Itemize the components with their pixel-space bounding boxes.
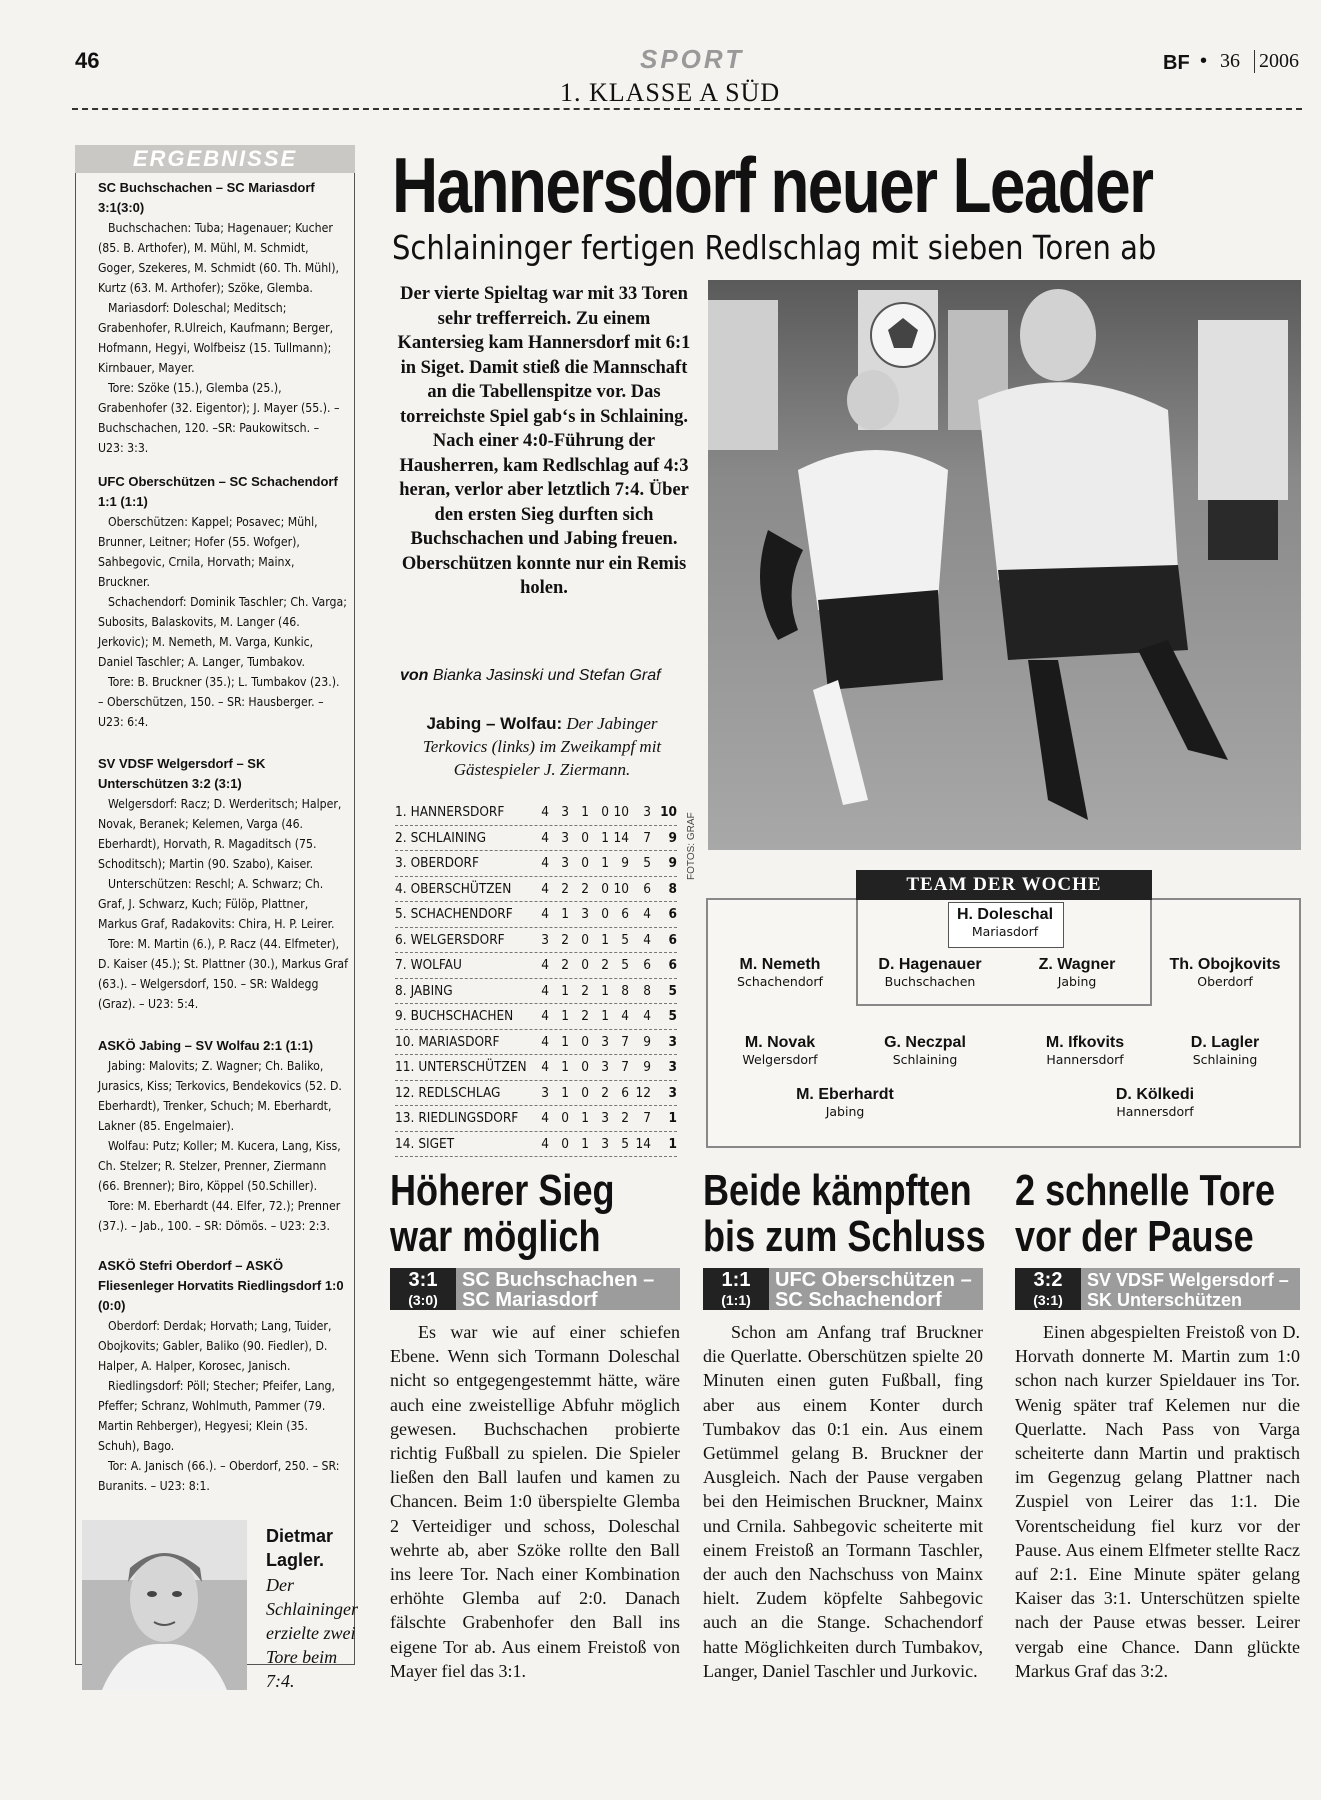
standings-d: 1 xyxy=(581,1110,589,1126)
standings-d: 0 xyxy=(581,1033,589,1050)
player-name: Th. Obojkovits xyxy=(1169,956,1281,973)
standings-g: 4 xyxy=(541,1033,549,1050)
portrait-name: Dietmar Lagler. xyxy=(266,1526,334,1570)
standings-g: 4 xyxy=(541,1110,549,1126)
header-separator: • xyxy=(1200,50,1208,72)
article-text: Schon am Anfang traf Bruckner die Querlatte. Oberschützen spielte 20 Minuten einen guten Fußball, fing aber aus einem Konter durch Tumbakov das 0:1 ein. Aus einem Getümmel gelang B. Bruckner der Ausgleich. Nach der Pause vergaben bei den Heimischen Bruckner, Mainx und Crnila. Sahbegovic scheiterte mit einem Freistoß an Tormann Taschler, der auch den Nachschuss von Mainx hielt. Zudem köpfelte Sahbegovic auch an die Stange. Schachendorf hatte Möglichkeiten durch Tumbakov, Langer, Daniel Taschler und Jurkovic. xyxy=(703,1322,983,1681)
standings-w: 1 xyxy=(561,1084,569,1101)
standings-d: 1 xyxy=(581,804,589,820)
standings-l: 3 xyxy=(601,1059,609,1075)
standings-l: 2 xyxy=(601,957,609,973)
standings-w: 3 xyxy=(561,829,569,846)
standings-row xyxy=(395,1106,677,1132)
standings-team-name: WELGERSDORF xyxy=(410,931,505,948)
standings-team-name: UNTERSCHÜTZEN xyxy=(418,1059,527,1075)
standings-l: 1 xyxy=(601,829,609,846)
standings-ga: 12 xyxy=(635,1084,651,1101)
teams xyxy=(1081,1268,1300,1310)
lead-paragraph: Der vierte Spieltag war mit 33 Toren sehr trefferreich. Zu einem Kantersieg kam Hannersdorf mit 6:1 in Siget. Damit stieß die Mannschaft an die Tabellenspitze vor. Das torreichste Spiel gab‘s in Schlaining. Nach einer 4:0-Führung der Hausherren, kam Redlschlag auf 4:3 heran, verlor aber letztlich 7:4. Über den ersten Sieg durften sich Buchschachen und Jabing freuen. Oberschützen konnte nur ein Remis holen. xyxy=(397,284,691,598)
standings-l: 0 xyxy=(601,804,609,820)
standings-gf: 9 xyxy=(621,855,629,871)
article-headline: 2 schnelle Tore xyxy=(1015,1166,1276,1215)
player-club: Hannersdorf xyxy=(1116,1104,1194,1119)
standings-row xyxy=(395,902,677,928)
standings-g: 3 xyxy=(541,931,549,948)
standings-l: 1 xyxy=(601,855,609,871)
match-photo xyxy=(708,280,1301,850)
standings-d: 0 xyxy=(581,829,589,846)
standings-team-name: BUCHSCHACHEN xyxy=(410,1008,514,1024)
photo-credit: FOTOS: GRAF xyxy=(686,812,697,880)
standings-w: 0 xyxy=(561,1135,569,1152)
article-headline: Höherer Sieg xyxy=(390,1166,615,1215)
result-block-5 xyxy=(98,1256,348,1496)
article-3 xyxy=(1015,1168,1300,1683)
standings-pts: 8 xyxy=(668,880,677,897)
standings-ga: 14 xyxy=(635,1135,651,1152)
byline xyxy=(400,667,661,685)
standings-gf: 7 xyxy=(621,1059,629,1075)
standings-pts: 5 xyxy=(668,982,677,999)
score-bar xyxy=(390,1268,680,1310)
standings-gf: 5 xyxy=(621,931,629,948)
article-2 xyxy=(703,1166,986,1683)
standings-l: 3 xyxy=(601,1110,609,1126)
team-home: UFC Oberschützen – xyxy=(775,1269,972,1291)
player-name: D. Kölkedi xyxy=(1115,1086,1195,1103)
standings-gf: 10 xyxy=(613,880,629,897)
standings-rank: 14. xyxy=(395,1135,415,1152)
standings-rank: 6. xyxy=(395,931,407,948)
standings-pts: 3 xyxy=(668,1084,677,1101)
results-title: ERGEBNISSE xyxy=(75,145,355,173)
player-club: Jabing xyxy=(825,1104,865,1119)
standings-row xyxy=(395,979,677,1005)
result-lineup: Oberschützen: Kappel; Posavec; Mühl, Brunner, Leitner; Hofer (55. Wofger), Sahbegovic, Crnila, Horvath; Mainx, Bruckner. xyxy=(98,515,318,589)
standings-pts: 1 xyxy=(668,1110,677,1126)
standings-pts: 6 xyxy=(668,906,677,922)
standings-l: 2 xyxy=(601,1084,609,1101)
standings-team-name: OBERDORF xyxy=(410,855,479,871)
result-goals: Tor: A. Janisch (66.). – Oberdorf, 250. – SR: Buranits. – U23: 8:1. xyxy=(98,1459,340,1493)
player-club: Schlaining xyxy=(892,1052,958,1067)
standings-team-name: WOLFAU xyxy=(410,957,462,973)
standings-row xyxy=(395,1004,677,1030)
standings-d: 2 xyxy=(581,1008,589,1024)
standings-ga: 6 xyxy=(643,880,651,897)
standings-gf: 2 xyxy=(621,1110,629,1126)
standings-team-name: RIEDLINGSDORF xyxy=(418,1110,519,1126)
standings-gf: 6 xyxy=(621,1084,629,1101)
result-goals: Tore: M. Eberhardt (44. Elfer, 72.); Prenner (37.). – Jab., 100. – SR: Dömös. – U23: 2:3. xyxy=(98,1199,341,1233)
player-name: Z. Wagner xyxy=(1038,956,1116,973)
standings-rank: 1. xyxy=(395,804,407,820)
final-score: 1:1 xyxy=(721,1269,751,1291)
standings-row xyxy=(395,1055,677,1081)
standings-d: 3 xyxy=(581,906,589,922)
tdw-player xyxy=(850,1034,1000,1067)
standings-row xyxy=(395,1081,677,1107)
standings-row xyxy=(395,953,677,979)
standings-g: 4 xyxy=(541,829,549,846)
result-block-1 xyxy=(98,178,348,458)
photo-caption-text: Der Jabinger Terkovics (links) im Zweikampf mit Gästespieler J. Ziermann. xyxy=(422,714,662,779)
final-score: 3:1 xyxy=(408,1269,438,1291)
tdw-player xyxy=(770,1086,920,1119)
standings-pts: 10 xyxy=(660,804,677,820)
player-club: Welgersdorf xyxy=(742,1052,818,1067)
issue-year: 2006 xyxy=(1254,50,1299,73)
result-header: ASKÖ Stefri Oberdorf – ASKÖ Fliesenleger Horvatits Riedlingsdorf 1:0 (0:0) xyxy=(98,1258,344,1313)
player-name: D. Lagler xyxy=(1190,1034,1260,1051)
result-lineup: Mariasdorf: Doleschal; Meditsch; Grabenhofer, R.Ulreich, Kaufmann; Berger, Hofmann, Hegyi, Wolfbeisz (15. Tullmann); Kirnbauer, Mayer. xyxy=(98,301,334,375)
standings-gf: 6 xyxy=(621,906,629,922)
standings-l: 0 xyxy=(601,906,609,922)
standings-w: 0 xyxy=(561,1110,569,1126)
standings-pts: 1 xyxy=(668,1135,677,1152)
standings-team-name: SCHLAINING xyxy=(410,829,487,846)
tdw-player xyxy=(705,1034,855,1067)
standings-gf: 14 xyxy=(613,829,629,846)
player-name: H. Doleschal xyxy=(956,906,1054,923)
player-name: M. Novak xyxy=(744,1034,816,1051)
player-club: Jabing xyxy=(1057,974,1097,989)
article-1 xyxy=(390,1168,680,1683)
article-text: Es war wie auf einer schiefen Ebene. Wenn sich Tormann Doleschal nicht so entgegengestemmt hätte, wäre auch eine zweistellige Abfuhr möglich gewesen. Buchschachen probierte richtig Fußball zu spielen. Die Spieler ließen den Ball laufen und kamen zu Chancen. Beim 1:0 überspielte Glemba 2 Verteidiger und schoss, Doleschal wehrte ab, aber Szöke rollte den Ball ins leere Tor. Nach einer Kombination erhöhte Glemba auf 2:0. Danach fälschte Grabenhofer den Ball ins eigene Tor ab. Aus einem Freistoß von Mayer fiel das 3:1. xyxy=(390,1322,680,1681)
article-body xyxy=(390,1320,680,1683)
result-lineup: Riedlingsdorf: Pöll; Stecher; Pfeifer, Lang, Pfeffer; Schranz, Wohlmuth, Pammer (79. Martin Rehberger), Hegyesi; Klein (35. Schuh), Bago. xyxy=(98,1379,335,1453)
standings-gf: 7 xyxy=(621,1033,629,1050)
standings-rank: 8. xyxy=(395,982,407,999)
result-lineup: Schachendorf: Dominik Taschler; Ch. Varga; Subosits, Balaskovits, M. Langer (46. Jerkovic); M. Nemeth, M. Varga, Kunkic, Daniel Taschler; A. Langer, Tumbakov. xyxy=(98,595,347,669)
standings-pts: 3 xyxy=(668,1059,677,1075)
player-name: M. Nemeth xyxy=(739,956,821,973)
standings-table xyxy=(395,800,677,1157)
byline-prefix: von xyxy=(400,667,429,684)
result-lineup: Wolfau: Putz; Koller; M. Kucera, Lang, Kiss, Ch. Stelzer; R. Stelzer, Prenner, Ziermann (66. Brenner); Biro, Köppel (50.Schiller). xyxy=(98,1139,341,1193)
score xyxy=(703,1268,769,1310)
teams xyxy=(456,1268,680,1310)
standings-pts: 6 xyxy=(668,957,677,973)
standings-g: 4 xyxy=(541,957,549,973)
standings-ga: 4 xyxy=(643,931,651,948)
standings-row xyxy=(395,928,677,954)
standings-gf: 8 xyxy=(621,982,629,999)
player-name: G. Neczpal xyxy=(884,1034,966,1051)
standings-d: 2 xyxy=(581,982,589,999)
standings-rank: 7. xyxy=(395,957,407,973)
result-lineup: Buchschachen: Tuba; Hagenauer; Kucher (85. B. Arthofer), M. Mühl, M. Schmidt, Goger, Szekeres, M. Schmidt (60. Th. Mühl), Kurtz (63. M. Arthofer); Szöke, Glemba. xyxy=(98,221,339,295)
tdw-player xyxy=(930,906,1080,939)
standings-row xyxy=(395,1030,677,1056)
standings-g: 4 xyxy=(541,804,549,820)
article-body xyxy=(703,1320,983,1683)
article-headline: vor der Pause xyxy=(1015,1212,1254,1261)
result-block-2 xyxy=(98,472,348,732)
main-headline: Hannersdorf neuer Leader xyxy=(392,141,1153,229)
standings-rank: 10. xyxy=(395,1033,415,1050)
match-photo-illustration xyxy=(708,280,1301,850)
result-block-4 xyxy=(98,1036,348,1236)
standings-g: 4 xyxy=(541,1059,549,1075)
standings-team-name: JABING xyxy=(410,982,453,999)
standings-l: 3 xyxy=(601,1135,609,1152)
halftime-score: (3:1) xyxy=(1033,1292,1063,1308)
standings-ga: 8 xyxy=(643,982,651,999)
standings-w: 1 xyxy=(561,1059,569,1075)
standings-team-name: SIGET xyxy=(418,1135,455,1152)
player-club: Schachendorf xyxy=(737,974,823,989)
standings-pts: 6 xyxy=(668,931,677,948)
team-home: SC Buchschachen – xyxy=(462,1269,655,1291)
standings-rank: 9. xyxy=(395,1008,407,1024)
portrait-illustration xyxy=(82,1520,247,1690)
standings-rank: 4. xyxy=(395,880,407,897)
standings-rank: 3. xyxy=(395,855,407,871)
standings-g: 4 xyxy=(541,1008,549,1024)
standings-l: 1 xyxy=(601,982,609,999)
standings-l: 0 xyxy=(601,880,609,897)
result-lineup: Jabing: Malovits; Z. Wagner; Ch. Baliko, Jurasics, Kiss; Terkovics, Bendekovics (52. D. Eberhardt), Trenker, Schuch; M. Eberhardt, Lakner (85. Engelmaier). xyxy=(98,1059,342,1133)
tdw-player xyxy=(855,956,1005,989)
tdw-player xyxy=(1080,1086,1230,1119)
standings-team-name: MARIASDORF xyxy=(418,1033,500,1050)
halftime-score: (3:0) xyxy=(408,1292,438,1308)
final-score: 3:2 xyxy=(1033,1269,1063,1291)
sub-headline: Schlaininger fertigen Redlschlag mit sieben Toren ab xyxy=(392,228,1157,267)
standings-w: 1 xyxy=(561,982,569,999)
standings-gf: 4 xyxy=(621,1008,629,1024)
team-of-week-title: TEAM DER WOCHE xyxy=(856,870,1152,900)
team-home: SV VDSF Welgersdorf – xyxy=(1087,1270,1289,1290)
standings-team-name: REDLSCHLAG xyxy=(418,1084,501,1101)
standings-team-name: HANNERSDORF xyxy=(410,804,505,820)
player-name: M. Eberhardt xyxy=(796,1086,894,1103)
standings-rank: 12. xyxy=(395,1084,415,1101)
tdw-player xyxy=(1150,1034,1300,1067)
player-club: Hannersdorf xyxy=(1046,1052,1124,1067)
standings-ga: 4 xyxy=(643,906,651,922)
standings-w: 1 xyxy=(561,1008,569,1024)
standings-gf: 10 xyxy=(613,804,629,820)
player-club: Buchschachen xyxy=(884,974,976,989)
standings-rank: 11. xyxy=(395,1059,415,1075)
tdw-player xyxy=(1002,956,1152,989)
player-portrait xyxy=(82,1520,247,1690)
article-body xyxy=(1015,1320,1300,1683)
issue-number: 36 xyxy=(1220,50,1240,72)
standings-ga: 7 xyxy=(643,829,651,846)
article-text: Einen abgespielten Freistoß von D. Horvath donnerte M. Martin zum 1:0 schon nach kurzer Spieldauer ins Tor. Wenig später traf Kelemen nur die Querlatte. Nach Pass von Varga scheiterte dann Martin und praktisch im Gegenzug gelang Plattner nach Zuspiel von Leirer das 1:1. Die Vorentscheidung fiel kurz vor der Pause. Aus einem Elfmeter stellte Racz auf 2:1. Eine Minute später gelang Kaiser das 3:1. Unterschützen spielte nach der Pause etwas besser. Leirer vergab eine Chance. Dann glückte Markus Graf das 3:2. xyxy=(1015,1322,1300,1681)
standings-ga: 9 xyxy=(643,1033,651,1050)
standings-pts: 9 xyxy=(668,855,677,871)
standings-row xyxy=(395,800,677,826)
article-headline: Beide kämpften xyxy=(703,1166,972,1215)
standings-d: 1 xyxy=(581,1135,589,1152)
result-header: ASKÖ Jabing – SV Wolfau 2:1 (1:1) xyxy=(98,1038,314,1053)
score-bar xyxy=(1015,1268,1300,1310)
standings-d: 0 xyxy=(581,855,589,871)
standings-rank: 13. xyxy=(395,1110,415,1126)
league-title: 1. KLASSE A SÜD xyxy=(560,78,781,107)
tdw-player xyxy=(705,956,855,989)
standings-w: 2 xyxy=(561,880,569,897)
header-divider xyxy=(72,108,1302,110)
team-away: SC Mariasdorf xyxy=(462,1289,598,1311)
standings-w: 1 xyxy=(561,1033,569,1050)
standings-row xyxy=(395,826,677,852)
result-lineup: Welgersdorf: Racz; D. Werderitsch; Halper, Novak, Beranek; Kelemen, Varga (46. Eberhardt), Horvath, R. Magaditsch (75. Schoditsch); Martin (90. Szabo), Kaiser. xyxy=(98,797,342,871)
tdw-player xyxy=(1150,956,1300,989)
standings-pts: 9 xyxy=(668,829,677,846)
publication-name: BF xyxy=(1163,52,1190,74)
player-club: Mariasdorf xyxy=(971,924,1039,939)
standings-g: 4 xyxy=(541,982,549,999)
standings-g: 4 xyxy=(541,880,549,897)
standings-w: 2 xyxy=(561,931,569,948)
result-lineup: Unterschützen: Reschl; A. Schwarz; Ch. Graf, J. Schwarz, Kuch; Fülöp, Plattner, Markus Graf, Radakovits: Chira, H. P. Leirer. xyxy=(98,877,335,931)
standings-w: 2 xyxy=(561,957,569,973)
score xyxy=(390,1268,456,1310)
team-away: SC Schachendorf xyxy=(775,1289,942,1311)
player-club: Schlaining xyxy=(1192,1052,1258,1067)
standings-team-name: OBERSCHÜTZEN xyxy=(410,880,512,897)
portrait-caption: Der Schlaininger erzielte zwei Tore beim 7:4. xyxy=(266,1575,358,1691)
player-name: D. Hagenauer xyxy=(878,956,982,973)
standings-l: 1 xyxy=(601,1008,609,1024)
standings-row xyxy=(395,1132,677,1158)
standings-ga: 4 xyxy=(643,1008,651,1024)
standings-g: 4 xyxy=(541,855,549,871)
result-block-3 xyxy=(98,754,348,1014)
player-name: M. Ifkovits xyxy=(1045,1034,1125,1051)
standings-gf: 5 xyxy=(621,1135,629,1152)
article-headline: war möglich xyxy=(390,1212,601,1261)
standings-d: 2 xyxy=(581,880,589,897)
standings-l: 1 xyxy=(601,931,609,948)
standings-ga: 3 xyxy=(643,804,651,820)
photo-caption xyxy=(395,712,689,781)
standings-g: 4 xyxy=(541,1135,549,1152)
halftime-score: (1:1) xyxy=(721,1292,751,1308)
standings-pts: 3 xyxy=(668,1033,677,1050)
standings-d: 0 xyxy=(581,931,589,948)
standings-row xyxy=(395,877,677,903)
standings-rank: 2. xyxy=(395,829,407,846)
standings-d: 0 xyxy=(581,1059,589,1075)
result-header: UFC Oberschützen – SC Schachendorf 1:1 (1:1) xyxy=(98,474,338,509)
standings-w: 1 xyxy=(561,906,569,922)
result-header: SV VDSF Welgersdorf – SK Unterschützen 3:2 (3:1) xyxy=(98,756,266,791)
teams xyxy=(769,1268,983,1310)
standings-d: 0 xyxy=(581,1084,589,1101)
standings-g: 3 xyxy=(541,1084,549,1101)
standings-pts: 5 xyxy=(668,1008,677,1024)
player-club: Oberdorf xyxy=(1197,974,1253,989)
standings-g: 4 xyxy=(541,906,549,922)
standings-w: 3 xyxy=(561,855,569,871)
result-header: SC Buchschachen – SC Mariasdorf 3:1(3:0) xyxy=(98,180,315,215)
standings-team-name: SCHACHENDORF xyxy=(410,906,513,922)
byline-authors: Bianka Jasinski und Stefan Graf xyxy=(432,667,661,684)
standings-rank: 5. xyxy=(395,906,407,922)
standings-ga: 6 xyxy=(643,957,651,973)
result-lineup: Oberdorf: Derdak; Horvath; Lang, Tuider, Obojkovits; Gabler, Baliko (90. Fiedler), D. Halper, A. Halper, Korosec, Janisch. xyxy=(98,1319,332,1373)
standings-ga: 5 xyxy=(643,855,651,871)
standings-gf: 5 xyxy=(621,957,629,973)
section-title: SPORT xyxy=(640,44,745,74)
standings-d: 0 xyxy=(581,957,589,973)
standings-w: 3 xyxy=(561,804,569,820)
team-away: SK Unterschützen xyxy=(1087,1290,1243,1310)
tdw-player xyxy=(1010,1034,1160,1067)
article-headline: bis zum Schluss xyxy=(703,1212,986,1261)
standings-ga: 9 xyxy=(643,1059,651,1075)
result-goals: Tore: Szöke (15.), Glemba (25.), Grabenhofer (32. Eigentor); J. Mayer (55.). – Buchschachen, 120. –SR: Paukowitsch. – U23: 3:3. xyxy=(98,381,340,455)
photo-caption-title: Jabing – Wolfau: xyxy=(426,714,563,733)
page-number: 46 xyxy=(75,48,100,73)
standings-l: 3 xyxy=(601,1033,609,1050)
result-goals: Tore: B. Bruckner (35.); L. Tumbakov (23.). – Oberschützen, 150. – SR: Hausberger. – U23: 6:4. xyxy=(98,675,340,729)
score xyxy=(1015,1268,1081,1310)
standings-row xyxy=(395,851,677,877)
result-goals: Tore: M. Martin (6.), P. Racz (44. Elfmeter), D. Kaiser (45.); St. Plattner (30.), Markus Graf (63.). – Welgersdorf, 150. – SR: Waldegg (Graz). – U23: 5:4. xyxy=(98,937,348,1011)
score-bar xyxy=(703,1268,983,1310)
standings-ga: 7 xyxy=(643,1110,651,1126)
